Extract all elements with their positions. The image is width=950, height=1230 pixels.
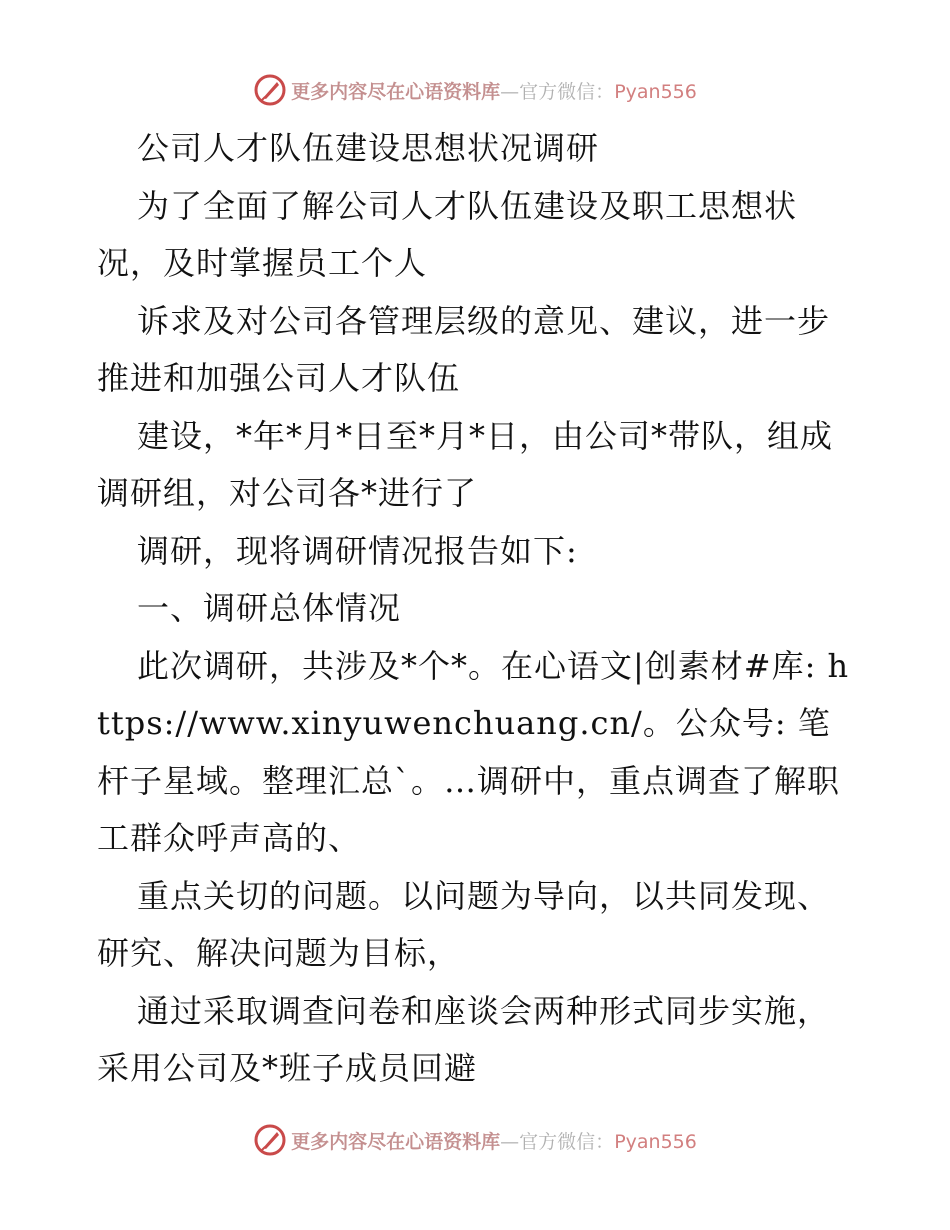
watermark-official: 官方微信：	[519, 80, 615, 103]
paragraph: 重点关切的问题。以问题为导向，以共同发现、研究、解决问题为目标，	[97, 876, 831, 972]
paragraph: 为了全面了解公司人才队伍建设及职工思想状况，及时掌握员工个人	[97, 186, 798, 282]
watermark-official: 官方微信：	[519, 1130, 615, 1153]
watermark-text	[291, 1127, 697, 1154]
watermark-wechat-id: Pyan556	[614, 1130, 697, 1153]
document-body	[97, 120, 857, 1098]
watermark-text	[291, 77, 697, 104]
quill-logo-icon	[253, 1123, 287, 1157]
paragraph: 通过采取调查问卷和座谈会两种形式同步实施，采用公司及*班子成员回避	[97, 991, 831, 1087]
quill-logo-icon	[253, 73, 287, 107]
footer-watermark	[0, 1120, 950, 1160]
watermark-dash: —	[500, 80, 520, 103]
paragraph: 诉求及对公司各管理层级的意见、建议，进一步推进和加强公司人才队伍	[97, 301, 831, 397]
section-heading: 一、调研总体情况	[137, 589, 402, 627]
paragraph: 建设，*年*月*日至*月*日，由公司*带队，组成调研组，对公司各*进行了	[97, 416, 834, 512]
paragraph: 此次调研，共涉及*个*。在心语文|创素材#库: https://www.xinyuwenchuang.cn/。公众号: 笔杆子星域。整理汇总`。…调研中，重点调查了解职工群众呼声高的、	[97, 646, 850, 857]
document-title: 公司人才队伍建设思想状况调研	[137, 129, 600, 167]
watermark-brand: 更多内容尽在心语资料库	[291, 1130, 501, 1153]
watermark-wechat-id: Pyan556	[614, 80, 697, 103]
paragraph: 调研，现将调研情况报告如下:	[137, 531, 578, 570]
watermark-brand: 更多内容尽在心语资料库	[291, 80, 501, 103]
header-watermark	[0, 70, 950, 110]
watermark-dash: —	[500, 1130, 520, 1153]
